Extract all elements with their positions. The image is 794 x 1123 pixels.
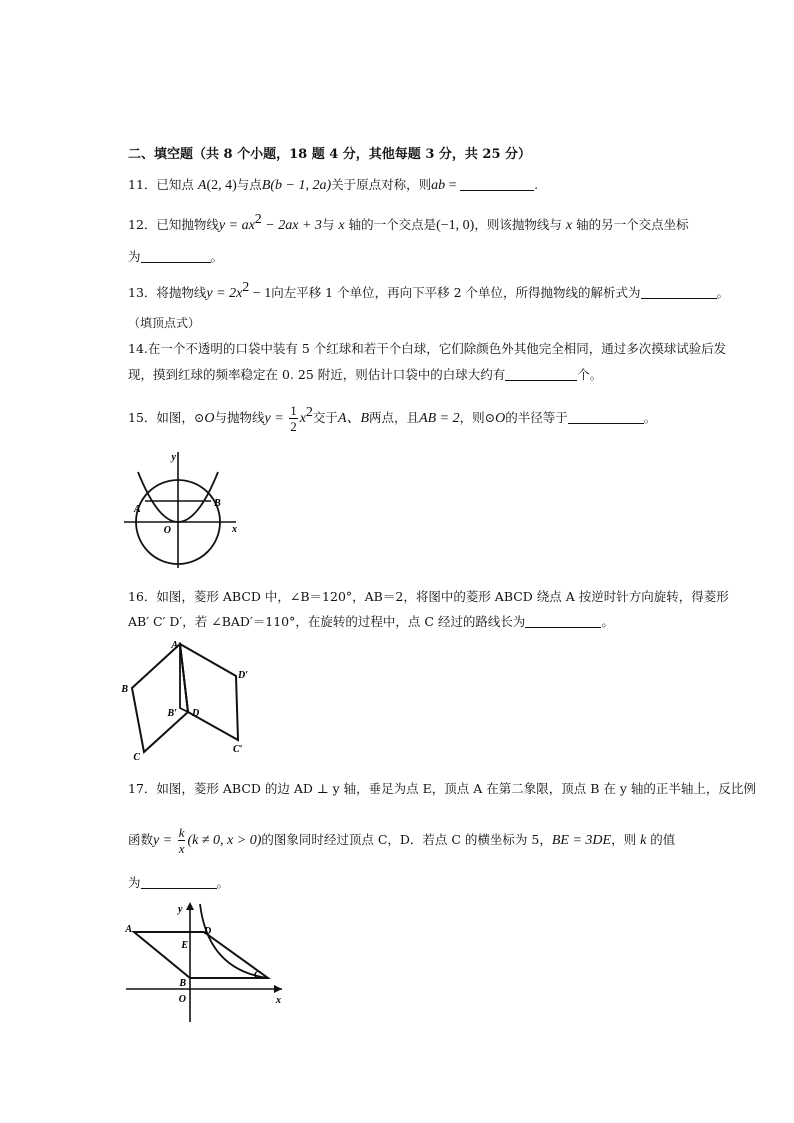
q15-label-x: x bbox=[232, 524, 237, 535]
q17-x-arrow bbox=[274, 985, 282, 993]
q16-answer-blank[interactable] bbox=[525, 614, 601, 628]
q12-answer-blank[interactable] bbox=[141, 249, 211, 263]
q15-label-a: A bbox=[134, 504, 141, 515]
q11-point-a: A bbox=[197, 178, 207, 193]
q15-frac-den: 2 bbox=[290, 419, 297, 434]
q13-answer-blank[interactable] bbox=[641, 285, 717, 299]
q13-text-1: 将抛物线 bbox=[156, 285, 207, 300]
q13-expr: y = 2x bbox=[206, 286, 243, 301]
q15-text-5: ，则⊙ bbox=[459, 410, 496, 425]
q11-coord-a: (2, 4) bbox=[206, 178, 237, 193]
q16-label-c: C bbox=[133, 752, 140, 762]
q17-label-d: D bbox=[204, 926, 212, 937]
q17-label-a: A bbox=[125, 924, 132, 935]
q15-lhs: y = bbox=[264, 411, 288, 426]
q15-label-o: O bbox=[163, 525, 171, 536]
q15-label-y: y bbox=[171, 452, 176, 463]
q12-text-2: 与 bbox=[321, 217, 335, 232]
q15-text-1: 如图，⊙ bbox=[156, 410, 205, 425]
q11-end: . bbox=[534, 177, 539, 192]
q11-text-2: 与点 bbox=[236, 177, 262, 192]
q14-line-1: 在一个不透明的口袋中装有 5 个红球和若干个白球，它们除颜色外其他完全相同，通过多次摸球试验后发 bbox=[147, 341, 727, 356]
q15-ab-eq: AB = 2 bbox=[419, 411, 460, 426]
q15-o-1: O bbox=[204, 411, 215, 426]
q17-line-3: 为 bbox=[128, 875, 141, 890]
q17-frac-num: k bbox=[178, 825, 185, 840]
q11-coord-b: (b − 1, 2a) bbox=[270, 178, 332, 193]
q15-frac-num: 1 bbox=[290, 403, 297, 418]
q17-figure bbox=[118, 896, 294, 1026]
q15-exp: 2 bbox=[305, 405, 313, 420]
q12-text-5: 轴的另一个交点坐标 bbox=[576, 217, 689, 232]
q12-expr-2: − 2ax + 3 bbox=[261, 218, 322, 233]
q11-text-3: 关于原点对称，则 bbox=[331, 177, 432, 192]
q15-answer-blank[interactable] bbox=[568, 410, 644, 424]
q13-note: （填顶点式） bbox=[128, 316, 201, 330]
q15-points: A、B bbox=[337, 411, 370, 426]
q11-answer-blank[interactable] bbox=[460, 177, 534, 191]
q17-label-b: B bbox=[179, 978, 186, 989]
q12-exp: 2 bbox=[254, 212, 262, 227]
question-16-line-2 bbox=[128, 613, 614, 631]
q14-line-2b: 个。 bbox=[577, 367, 603, 382]
q13-text-2: 向左平移 1 个单位，再向下平移 2 个单位，所得抛物线的解析式为 bbox=[271, 285, 641, 300]
q17-end: 。 bbox=[216, 875, 230, 890]
q12-end: 。 bbox=[210, 249, 224, 264]
q17-label-y: y bbox=[178, 904, 183, 915]
q11-equals: = bbox=[445, 178, 461, 193]
question-11 bbox=[128, 176, 538, 195]
q16-number: 16． bbox=[128, 589, 157, 604]
question-14-line-2 bbox=[128, 366, 602, 384]
question-12-line-2 bbox=[128, 248, 223, 266]
q16-line-2a: AB′ C′ D′，若 ∠BAD′＝110°，在旋转的过程中，点 C 经过的路线长为 bbox=[128, 614, 526, 629]
q16-label-a: A bbox=[171, 640, 178, 651]
q17-text-3: ，则 bbox=[611, 832, 637, 847]
question-17-line-2 bbox=[128, 822, 675, 859]
q13-expr-2: − 1 bbox=[249, 286, 272, 301]
q17-be: BE = 3DE bbox=[551, 833, 612, 848]
q14-answer-blank[interactable] bbox=[505, 367, 577, 381]
q17-lhs: y = bbox=[153, 833, 176, 848]
q17-frac-den: x bbox=[178, 841, 185, 856]
q12-number: 12． bbox=[128, 217, 157, 232]
q11-text-1: 已知点 bbox=[156, 177, 194, 192]
q12-x-2: x bbox=[565, 218, 573, 233]
q17-hyperbola bbox=[200, 904, 268, 978]
q16-rhombus-rotated bbox=[180, 644, 238, 740]
q17-rhombus bbox=[134, 932, 268, 978]
q16-line-1: 如图，菱形 ABCD 中，∠B＝120°，AB＝2，将图中的菱形 ABCD 绕点 A 按逆时针方向旋转，得菱形 bbox=[156, 589, 729, 604]
question-12 bbox=[128, 212, 689, 235]
q17-label-o: O bbox=[178, 994, 186, 1005]
q12-point: (−1, 0) bbox=[436, 218, 475, 233]
q15-figure bbox=[118, 444, 244, 574]
q17-text-2: 的图象同时经过顶点 C，D．若点 C 的横坐标为 5， bbox=[261, 832, 552, 847]
q16-label-d: D bbox=[192, 708, 200, 719]
q15-text-6: 的半径等于 bbox=[505, 410, 568, 425]
q17-y-arrow bbox=[186, 902, 194, 910]
section-title: 二、填空题（共 8 个小题，18 题 4 分，其他每题 3 分，共 25 分） bbox=[128, 147, 532, 162]
q17-k: k bbox=[640, 833, 647, 848]
q17-label-x: x bbox=[276, 995, 281, 1006]
q17-label-c: C bbox=[254, 970, 261, 981]
q14-line-2a: 现，摸到红球的频率稳定在 0. 25 附近，则估计口袋中的白球大约有 bbox=[128, 367, 506, 382]
q17-fraction bbox=[178, 826, 186, 855]
q13-end: 。 bbox=[716, 285, 730, 300]
q12-text-4: ，则该抛物线与 bbox=[474, 217, 562, 232]
q12-text-3: 轴的一个交点是 bbox=[348, 217, 437, 232]
q12-text-6: 为 bbox=[128, 249, 141, 264]
q16-label-c-prime: C′ bbox=[233, 744, 243, 755]
q15-end: 。 bbox=[643, 410, 657, 425]
q16-label-b: B bbox=[121, 684, 128, 695]
q13-exp: 2 bbox=[242, 280, 250, 295]
q15-text-2: 与抛物线 bbox=[214, 410, 265, 425]
q17-answer-blank[interactable] bbox=[141, 875, 217, 889]
q11-number: 11． bbox=[128, 177, 157, 192]
q14-number: 14. bbox=[128, 341, 148, 356]
q15-fraction bbox=[289, 404, 298, 433]
q15-text-3: 交于 bbox=[312, 410, 338, 425]
q12-expr: y = ax bbox=[218, 218, 255, 233]
q16-label-d-prime: D′ bbox=[238, 670, 249, 681]
q16-label-b-prime: B′ bbox=[167, 708, 177, 719]
q17-label-e: E bbox=[181, 940, 188, 951]
q15-text-4: 两点，且 bbox=[369, 410, 420, 425]
q17-text-4: 的值 bbox=[650, 832, 676, 847]
q12-text-1: 已知抛物线 bbox=[156, 217, 219, 232]
q12-x-1: x bbox=[338, 218, 345, 233]
q15-number: 15． bbox=[128, 410, 157, 425]
question-13 bbox=[128, 280, 730, 303]
question-17-line-3 bbox=[128, 874, 229, 892]
q15-o-2: O bbox=[495, 411, 506, 426]
question-17 bbox=[128, 780, 756, 798]
q15-rhs: x bbox=[299, 411, 306, 426]
q15-label-b: B bbox=[214, 498, 221, 509]
q16-figure bbox=[118, 636, 258, 762]
q13-number: 13． bbox=[128, 285, 157, 300]
q11-point-b: B bbox=[261, 178, 271, 193]
q16-line-2b: 。 bbox=[601, 614, 614, 629]
q17-text-1: 函数 bbox=[128, 832, 154, 847]
question-16 bbox=[128, 588, 729, 606]
q17-line-1: 如图，菱形 ABCD 的边 AD ⊥ y 轴，垂足为点 E，顶点 A 在第二象限，顶点 B 在 y 轴的正半轴上，反比例 bbox=[156, 781, 756, 796]
q17-number: 17． bbox=[128, 781, 157, 796]
q17-condition: (k ≠ 0, x > 0) bbox=[187, 833, 262, 848]
question-15 bbox=[128, 400, 656, 437]
question-14 bbox=[128, 340, 726, 358]
q11-ab: ab bbox=[431, 178, 446, 193]
